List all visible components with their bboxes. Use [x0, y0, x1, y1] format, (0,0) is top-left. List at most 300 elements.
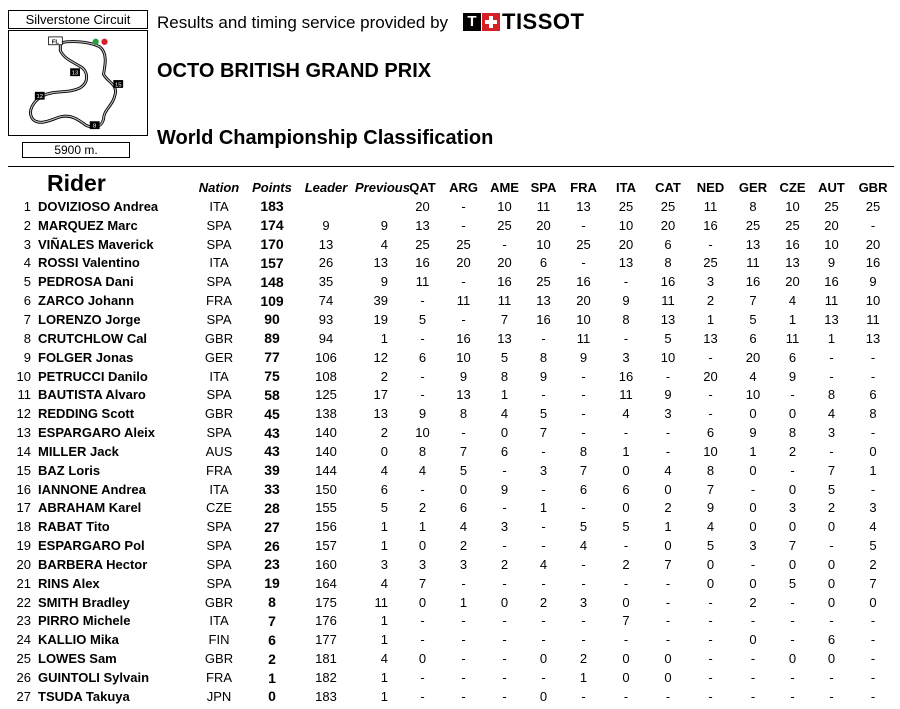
rider-name-cell: ESPARGARO Pol	[38, 538, 145, 554]
race-points-ned-cell: -	[708, 613, 713, 629]
previous-gap-cell: 1	[380, 688, 389, 704]
race-points-gbr-cell: 10	[865, 293, 881, 309]
race-points-spa-cell: -	[541, 387, 546, 403]
race-points-ame-cell: -	[502, 613, 507, 629]
race-points-fra-cell: -	[581, 575, 586, 591]
track-map	[8, 30, 148, 136]
race-points-ita-cell: 20	[618, 236, 634, 252]
tissot-t-icon: T	[463, 13, 481, 31]
position-cell: 16	[16, 481, 31, 497]
race-points-gbr-cell: 11	[866, 311, 880, 327]
leader-gap-cell: 93	[318, 311, 334, 327]
nation-cell: SPA	[206, 274, 232, 290]
nation-cell: GBR	[204, 330, 234, 346]
standings-table	[8, 167, 894, 706]
rider-name-cell: DOVIZIOSO Andrea	[38, 198, 159, 214]
race-points-cze-cell: 20	[785, 274, 800, 290]
map-label-8: 8	[93, 123, 97, 130]
green-sector-marker-icon	[93, 39, 99, 45]
position-cell: 20	[16, 556, 31, 572]
table-row	[8, 291, 894, 310]
race-points-ger-cell: 13	[745, 236, 761, 252]
nation-cell: FIN	[208, 632, 230, 648]
race-points-cat-cell: 9	[664, 387, 672, 403]
race-points-ned-cell: 6	[706, 425, 715, 441]
position-cell: 11	[17, 387, 31, 403]
points-cell: 75	[264, 368, 280, 385]
leader-gap-cell: 125	[315, 387, 337, 403]
leader-gap-cell: 108	[315, 368, 337, 384]
race-points-spa-cell: 7	[539, 425, 548, 441]
race-points-aut-cell: -	[829, 443, 834, 459]
race-points-ned-cell: -	[708, 236, 713, 252]
race-points-aut-cell: 0	[827, 575, 836, 591]
position-cell: 4	[23, 255, 31, 271]
nation-cell: CZE	[206, 500, 233, 516]
race-points-ned-cell: 1	[706, 311, 715, 327]
rider-name-cell: BARBERA Hector	[38, 556, 148, 572]
race-points-gbr-cell: -	[870, 632, 876, 648]
table-row	[8, 348, 894, 367]
race-points-gbr-cell: -	[870, 217, 876, 233]
position-cell: 2	[23, 217, 31, 233]
race-points-fra-cell: 2	[579, 651, 588, 667]
race-points-spa-cell: -	[541, 481, 546, 497]
race-points-qat-cell: 0	[418, 651, 427, 667]
race-points-gbr-cell: 3	[869, 500, 877, 516]
race-points-ned-cell: -	[708, 406, 713, 422]
leader-gap-cell: 155	[315, 500, 337, 516]
rider-name-cell: RINS Alex	[38, 575, 100, 591]
race-points-aut-cell: 20	[824, 217, 839, 233]
race-points-fra-cell: -	[581, 406, 586, 422]
race-points-cze-cell: -	[790, 387, 795, 403]
race-points-ger-cell: 20	[745, 349, 761, 365]
race-points-spa-cell: 8	[539, 349, 548, 365]
table-row	[8, 630, 894, 649]
race-points-cze-cell: 13	[785, 255, 800, 271]
previous-gap-cell: 4	[380, 575, 389, 591]
rider-name-cell: FOLGER Jonas	[38, 349, 134, 365]
leader-gap-cell: 140	[315, 443, 337, 459]
race-points-ger-cell: 0	[749, 632, 757, 648]
leader-gap-cell: 106	[315, 349, 337, 365]
leader-gap-cell: 156	[315, 519, 337, 535]
race-points-aut-cell: 25	[824, 198, 839, 214]
race-points-qat-cell: -	[420, 293, 425, 309]
points-cell: 43	[264, 424, 280, 441]
position-cell: 1	[23, 198, 31, 214]
race-points-cat-cell: 20	[660, 217, 676, 233]
nation-cell: SPA	[206, 217, 232, 233]
race-points-ame-cell: 9	[500, 481, 509, 497]
race-points-cat-cell: -	[665, 368, 671, 384]
points-cell: 89	[264, 330, 280, 347]
race-points-ned-cell: -	[708, 594, 713, 610]
rider-name-cell: GUINTOLI Sylvain	[38, 670, 150, 686]
race-points-gbr-cell: 8	[869, 406, 877, 422]
race-header-aut: AUT	[818, 180, 845, 195]
race-points-ger-cell: 5	[749, 311, 757, 327]
previous-gap-cell: 0	[380, 443, 389, 459]
race-points-ita-cell: -	[623, 425, 629, 441]
race-points-aut-cell: 7	[827, 462, 836, 478]
race-points-qat-cell: 20	[415, 198, 430, 214]
table-row	[8, 517, 894, 536]
table-row	[8, 254, 894, 273]
leader-gap-cell: 144	[315, 462, 337, 478]
race-points-ned-cell: 25	[703, 255, 718, 271]
race-points-arg-cell: -	[461, 274, 466, 290]
table-row	[8, 310, 894, 329]
position-cell: 25	[16, 651, 31, 667]
race-points-ame-cell: 3	[500, 519, 509, 535]
race-points-fra-cell: 3	[579, 594, 588, 610]
points-cell: 7	[268, 612, 276, 629]
points-cell: 183	[260, 198, 284, 215]
race-points-arg-cell: 2	[459, 538, 468, 554]
race-points-arg-cell: 16	[456, 330, 471, 346]
race-points-aut-cell: 6	[827, 632, 836, 648]
race-points-ita-cell: 10	[618, 217, 634, 233]
race-points-cze-cell: 7	[788, 538, 797, 554]
race-points-ger-cell: -	[750, 481, 756, 497]
points-cell: 90	[264, 311, 280, 328]
race-points-aut-cell: 0	[827, 651, 836, 667]
position-cell: 17	[16, 500, 31, 516]
race-header-cat: CAT	[655, 180, 681, 195]
circuit-name: Silverstone Circuit	[8, 10, 148, 29]
table-row	[8, 687, 894, 706]
position-cell: 13	[16, 425, 31, 441]
race-points-cat-cell: 16	[660, 274, 676, 290]
race-points-aut-cell: 8	[827, 387, 836, 403]
rider-header: Rider	[47, 170, 106, 196]
table-row	[8, 216, 894, 235]
rider-name-cell: PIRRO Michele	[38, 613, 131, 629]
race-points-cze-cell: -	[790, 688, 795, 704]
previous-gap-cell: 1	[380, 519, 389, 535]
race-points-spa-cell: 9	[539, 368, 548, 384]
race-points-arg-cell: 20	[456, 255, 471, 271]
race-points-fra-cell: 8	[579, 443, 588, 459]
race-points-fra-cell: -	[581, 632, 586, 648]
leader-gap-cell: 150	[315, 481, 337, 497]
race-header-arg: ARG	[449, 180, 478, 195]
rider-name-cell: BAZ Loris	[38, 462, 101, 478]
race-points-cat-cell: 0	[664, 538, 672, 554]
race-points-ned-cell: 2	[706, 293, 715, 309]
race-points-arg-cell: 0	[459, 481, 468, 497]
tissot-wordmark: TISSOT	[502, 9, 585, 34]
position-cell: 27	[16, 688, 31, 704]
previous-gap-cell: 2	[380, 425, 389, 441]
race-points-cat-cell: -	[665, 594, 671, 610]
rider-name-cell: IANNONE Andrea	[38, 481, 146, 497]
race-points-ned-cell: 0	[706, 556, 715, 572]
leader-gap-cell: 140	[315, 425, 337, 441]
nation-cell: GBR	[204, 594, 234, 610]
race-points-cze-cell: 3	[788, 500, 797, 516]
race-points-qat-cell: 9	[418, 406, 427, 422]
race-points-spa-cell: -	[541, 632, 546, 648]
race-points-aut-cell: 13	[824, 311, 839, 327]
race-points-ned-cell: 9	[706, 500, 715, 516]
race-points-ita-cell: 0	[622, 651, 630, 667]
points-cell: 157	[260, 254, 284, 271]
race-points-qat-cell: -	[420, 481, 425, 497]
race-points-cze-cell: 4	[788, 293, 797, 309]
race-points-gbr-cell: 7	[869, 575, 877, 591]
race-points-aut-cell: 16	[824, 274, 839, 290]
previous-gap-cell: 2	[380, 368, 389, 384]
race-points-ame-cell: 20	[497, 255, 512, 271]
race-points-ger-cell: -	[750, 651, 756, 667]
race-points-qat-cell: -	[420, 632, 425, 648]
race-points-spa-cell: 11	[536, 198, 551, 214]
race-points-aut-cell: 5	[827, 481, 836, 497]
race-points-spa-cell: 2	[539, 594, 548, 610]
previous-gap-cell: 1	[380, 538, 389, 554]
race-points-ame-cell: -	[502, 632, 507, 648]
race-points-qat-cell: 11	[415, 274, 430, 290]
nation-cell: SPA	[206, 575, 232, 591]
race-points-gbr-cell: 16	[865, 255, 881, 271]
race-points-arg-cell: 13	[456, 387, 471, 403]
race-points-gbr-cell: 20	[865, 236, 881, 252]
race-points-cze-cell: -	[790, 613, 795, 629]
race-points-ita-cell: 9	[622, 293, 630, 309]
race-points-qat-cell: 3	[418, 556, 427, 572]
race-header-spa: SPA	[530, 180, 557, 195]
race-points-ger-cell: 0	[749, 575, 757, 591]
race-points-gbr-cell: 2	[869, 556, 877, 572]
table-header-row	[8, 167, 894, 197]
race-points-spa-cell: 16	[536, 311, 551, 327]
nation-cell: FRA	[206, 670, 233, 686]
race-points-gbr-cell: 4	[869, 519, 877, 535]
nation-cell: SPA	[206, 387, 232, 403]
previous-gap-cell: 17	[373, 387, 389, 403]
points-cell: 2	[268, 650, 276, 667]
race-header-ita: ITA	[616, 180, 636, 195]
rider-name-cell: KALLIO Mika	[38, 632, 119, 648]
race-points-ita-cell: 0	[622, 500, 630, 516]
nation-cell: FRA	[206, 293, 233, 309]
race-points-cze-cell: 2	[788, 443, 797, 459]
race-points-fra-cell: 16	[576, 274, 591, 290]
race-points-spa-cell: 5	[539, 406, 548, 422]
position-cell: 5	[23, 274, 31, 290]
leader-gap-cell: 9	[322, 217, 330, 233]
race-points-aut-cell: -	[829, 538, 834, 554]
rider-name-cell: BAUTISTA Alvaro	[38, 387, 146, 403]
nation-cell: GBR	[204, 406, 234, 422]
race-points-ger-cell: 9	[749, 425, 757, 441]
race-points-arg-cell: -	[461, 688, 466, 704]
race-points-arg-cell: 10	[456, 349, 471, 365]
race-points-spa-cell: 3	[539, 462, 548, 478]
race-points-qat-cell: 1	[418, 519, 427, 535]
table-row	[8, 329, 894, 348]
race-header-qat: QAT	[409, 180, 436, 195]
previous-gap-cell: 5	[380, 500, 389, 516]
race-points-arg-cell: 5	[459, 462, 468, 478]
race-points-ame-cell: 0	[500, 594, 509, 610]
leader-gap-cell: 177	[315, 632, 337, 648]
race-points-ita-cell: 13	[618, 255, 634, 271]
race-points-ger-cell: 1	[749, 443, 757, 459]
points-cell: 27	[264, 518, 280, 535]
classification-table	[8, 166, 894, 706]
race-points-cat-cell: 11	[661, 293, 675, 309]
race-points-cze-cell: 10	[785, 198, 800, 214]
rider-name-cell: ZARCO Johann	[38, 293, 135, 309]
race-points-cat-cell: 0	[664, 651, 672, 667]
points-cell: 26	[264, 537, 280, 554]
race-points-ger-cell: 16	[745, 274, 761, 290]
race-points-gbr-cell: 0	[869, 594, 877, 610]
race-points-ger-cell: 3	[749, 538, 757, 554]
race-points-ame-cell: 11	[497, 293, 512, 309]
table-row	[8, 536, 894, 555]
race-points-ger-cell: 25	[745, 217, 761, 233]
race-points-cze-cell: -	[790, 594, 795, 610]
table-row	[8, 235, 894, 254]
race-points-aut-cell: 10	[824, 236, 839, 252]
race-points-qat-cell: 0	[418, 538, 427, 554]
race-points-ame-cell: -	[502, 236, 507, 252]
race-points-arg-cell: 1	[459, 594, 468, 610]
position-cell: 24	[16, 632, 31, 648]
race-points-ita-cell: 3	[622, 349, 630, 365]
race-points-arg-cell: -	[461, 217, 466, 233]
race-points-ger-cell: -	[750, 670, 756, 686]
race-points-ned-cell: -	[708, 387, 713, 403]
previous-gap-cell: 39	[373, 293, 389, 309]
previous-gap-cell: 11	[374, 594, 389, 610]
race-points-cat-cell: 4	[664, 462, 672, 478]
race-points-ned-cell: -	[708, 670, 713, 686]
race-points-ger-cell: 0	[749, 406, 757, 422]
race-points-qat-cell: 10	[415, 425, 430, 441]
race-points-cze-cell: -	[790, 632, 795, 648]
race-points-cat-cell: 5	[664, 330, 672, 346]
race-points-aut-cell: 11	[824, 293, 839, 309]
previous-gap-cell: 3	[380, 556, 389, 572]
nation-cell: ITA	[209, 198, 229, 214]
rider-name-cell: ESPARGARO Aleix	[38, 425, 156, 441]
race-points-ita-cell: 8	[622, 311, 630, 327]
race-points-ita-cell: 6	[622, 481, 630, 497]
swiss-cross-icon	[482, 13, 500, 31]
race-header-ger: GER	[738, 180, 768, 195]
race-points-ame-cell: -	[502, 688, 507, 704]
race-points-ned-cell: 8	[706, 462, 715, 478]
nation-cell: SPA	[206, 538, 232, 554]
race-points-ame-cell: 5	[500, 349, 509, 365]
leader-gap-cell: 160	[315, 556, 337, 572]
race-points-aut-cell: 0	[827, 594, 836, 610]
race-points-spa-cell: -	[541, 519, 546, 535]
event-title: OCTO BRITISH GRAND PRIX	[157, 60, 432, 82]
race-points-qat-cell: 7	[418, 575, 427, 591]
race-points-cze-cell: -	[790, 462, 795, 478]
race-points-arg-cell: -	[461, 198, 466, 214]
race-points-cat-cell: 13	[660, 311, 676, 327]
table-row	[8, 423, 894, 442]
race-points-ita-cell: -	[623, 538, 629, 554]
position-cell: 21	[16, 575, 31, 591]
race-points-ita-cell: -	[623, 575, 629, 591]
position-cell: 12	[16, 406, 31, 422]
track-inner-line	[31, 42, 116, 128]
table-row	[8, 404, 894, 423]
rider-name-cell: VIÑALES Maverick	[38, 236, 154, 252]
race-points-ned-cell: -	[708, 651, 713, 667]
rider-name-cell: LOWES Sam	[38, 651, 117, 667]
map-label-13: 13	[71, 70, 79, 77]
race-points-cze-cell: -	[790, 670, 795, 686]
race-points-ger-cell: -	[750, 688, 756, 704]
race-points-cze-cell: 9	[788, 368, 797, 384]
nation-cell: SPA	[206, 311, 232, 327]
race-points-ita-cell: -	[623, 688, 629, 704]
previous-gap-cell: 1	[380, 330, 389, 346]
race-points-ame-cell: -	[502, 538, 507, 554]
nation-cell: SPA	[206, 556, 232, 572]
leader-gap-cell: 176	[315, 613, 337, 629]
previous-gap-cell: 1	[380, 632, 389, 648]
race-header-ned: NED	[696, 180, 725, 195]
table-row	[8, 367, 894, 386]
race-points-qat-cell: -	[420, 688, 425, 704]
table-row	[8, 668, 894, 687]
race-points-ned-cell: -	[708, 688, 713, 704]
table-row	[8, 461, 894, 480]
race-points-fra-cell: 20	[576, 293, 591, 309]
race-points-arg-cell: 8	[459, 406, 468, 422]
race-header-gbr: GBR	[858, 180, 888, 195]
race-points-qat-cell: -	[420, 670, 425, 686]
race-points-fra-cell: 11	[576, 330, 591, 346]
leader-gap-cell: 175	[315, 594, 337, 610]
rider-name-cell: REDDING Scott	[38, 406, 135, 422]
rider-name-cell: RABAT Tito	[38, 519, 110, 535]
race-points-spa-cell: 6	[539, 255, 548, 271]
race-points-spa-cell: -	[541, 613, 546, 629]
leader-gap-cell: 35	[318, 274, 334, 290]
race-points-fra-cell: -	[581, 425, 586, 441]
table-row	[8, 499, 894, 518]
leader-gap-cell: 164	[315, 575, 337, 591]
classification-title: World Championship Classification	[157, 127, 494, 149]
race-points-ger-cell: 10	[745, 387, 761, 403]
race-points-fra-cell: -	[581, 255, 586, 271]
race-points-qat-cell: 4	[418, 462, 427, 478]
race-points-ger-cell: 6	[749, 330, 757, 346]
leader-gap-cell: 26	[318, 255, 334, 271]
race-points-arg-cell: -	[461, 311, 466, 327]
race-points-ame-cell: -	[502, 670, 507, 686]
race-points-aut-cell: 1	[827, 330, 836, 346]
race-points-aut-cell: 3	[827, 425, 836, 441]
race-points-cat-cell: 3	[664, 406, 672, 422]
race-points-ita-cell: 4	[622, 406, 630, 422]
leader-gap-cell: 13	[318, 236, 334, 252]
race-points-ned-cell: 13	[703, 330, 718, 346]
race-points-spa-cell: 0	[539, 651, 548, 667]
